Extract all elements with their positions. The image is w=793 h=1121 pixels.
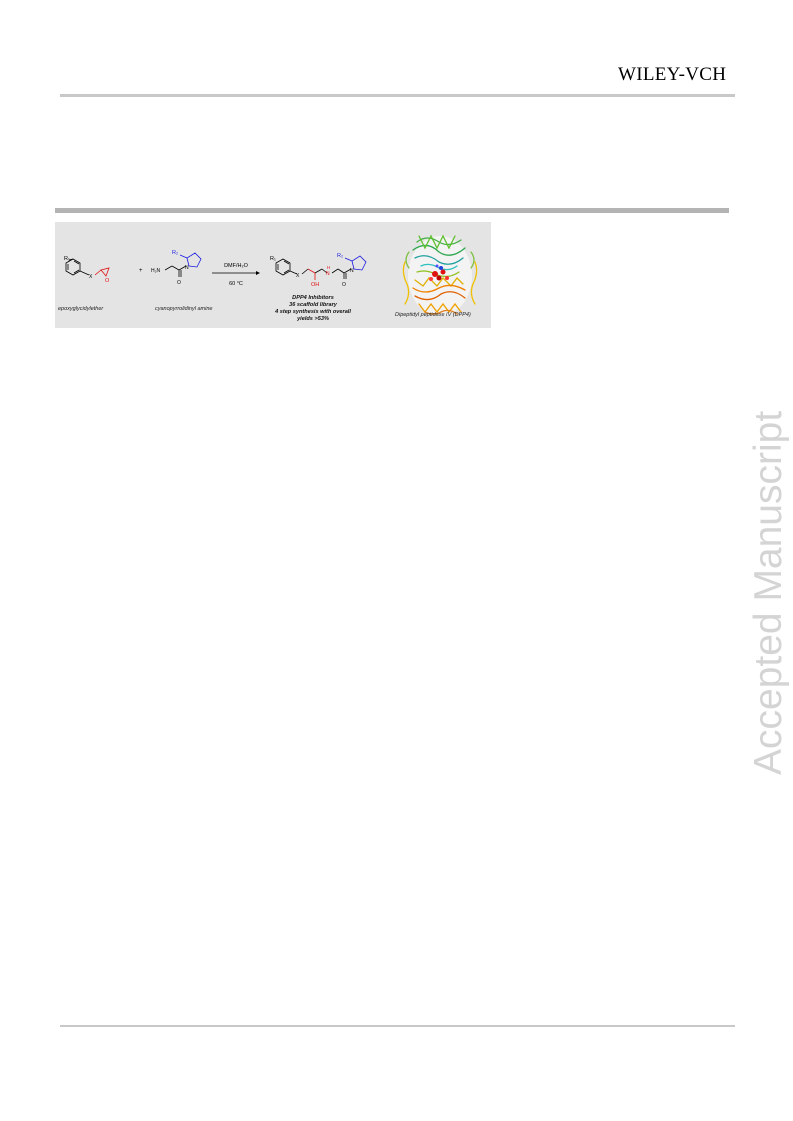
product-n-label: N: [350, 268, 354, 274]
plus-sign: +: [139, 268, 143, 274]
conditions-top: DMF/H₂O: [224, 263, 248, 269]
protein-ribbon-image: [403, 236, 476, 316]
conditions-bottom: 60 °C: [229, 281, 243, 287]
r1-label: R₁: [64, 256, 70, 262]
product-description: [263, 295, 363, 323]
toc-graphic: [55, 222, 491, 328]
oh-label: OH: [311, 282, 320, 288]
reactant2-structure: [165, 253, 201, 277]
product-line-2: 36 scaffold library: [289, 302, 337, 308]
section-rule: [55, 208, 729, 213]
o-label: O: [177, 280, 181, 286]
x-label: X: [89, 274, 93, 280]
r2-label: R₂: [172, 250, 179, 256]
protein-label: Dipeptidyl peptidase IV (DPP4): [395, 312, 471, 318]
product-o-label: O: [342, 282, 346, 288]
product-x-label: X: [296, 273, 300, 279]
publisher-logo-text: WILEY-VCH: [618, 64, 727, 85]
nh-h-label: H: [327, 265, 331, 270]
publisher-logo: [618, 64, 738, 86]
product-r1-label: R₁: [270, 256, 276, 262]
product-line-3: 4 step synthesis with overall: [275, 309, 351, 315]
header-rule: [60, 94, 735, 97]
product-line-4: yields >53%: [297, 316, 329, 322]
reaction-arrowhead: [256, 271, 260, 275]
n-label: N: [185, 265, 189, 271]
product-r2-label: R₂: [337, 253, 344, 259]
footer-rule: [60, 1025, 735, 1027]
epoxide-o-label: O: [105, 278, 110, 284]
reactant1-structure: [66, 259, 109, 276]
accepted-manuscript-watermark: Accepted Manuscript: [747, 410, 790, 775]
product-line-1: DPP4 Inhibitors: [292, 295, 334, 301]
h2n-label: H₂N: [151, 268, 161, 274]
reactant2-label: cyanopyrrolidinyl amine: [155, 306, 213, 312]
nh-n-label: N: [326, 271, 330, 277]
reactant1-label: epoxyglycidylether: [58, 306, 104, 312]
